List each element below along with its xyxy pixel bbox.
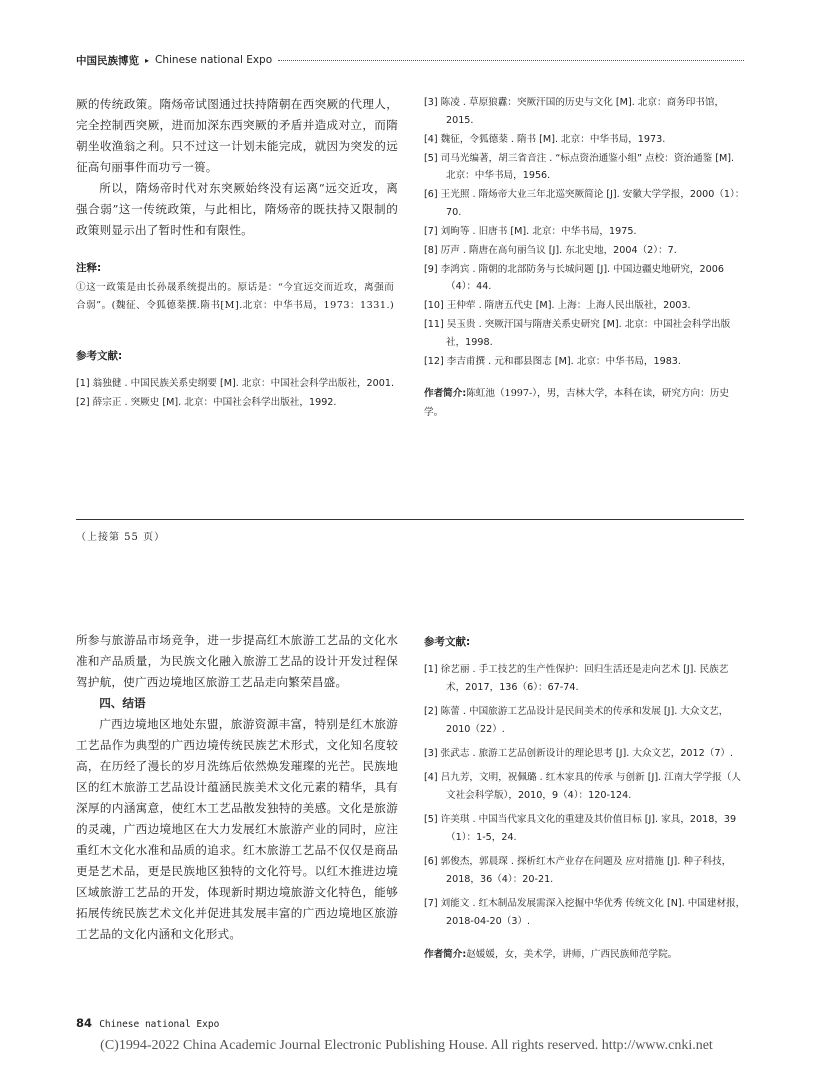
page-number: 84 bbox=[76, 1016, 93, 1030]
reference-list bbox=[424, 661, 746, 931]
reference-item: [3] 陈凌 . 草原狼纛：突厥汗国的历史与文化 [M]. 北京：商务印书馆，2015. bbox=[424, 97, 725, 126]
journal-name-zh: 中国民族博览 bbox=[76, 54, 139, 67]
body-paragraph: 广西边境地区地处东盟，旅游资源丰富，特别是红木旅游工艺品作为典型的广西边境传统民族艺术形式，文化知名度较高，在历经了漫长的岁月洗练后依然焕发璀璨的光芒。民族地区的红木旅游工艺品设计蕴涵民族美术文化元素的精华，具有深厚的内涵寓意，使红木工艺品散发独特的美感。文化是旅游的灵魂，广西边境地区在大力发展红木旅游产业的同时，应注重红木文化水准和品质的追求。红木旅游工艺品不仅仅是商品更是艺术品，更是民族地区独特的文化符号。以红木推进边境区域旅游工艺品的开发，体现新时期边境旅游文化特色，能够拓展传统民族艺术文化并促进其发展丰富的广西边境地区旅游工艺品的文化内涵和文化形式。 bbox=[76, 717, 398, 941]
footer-magazine-name: Chinese national Expo bbox=[99, 1019, 220, 1030]
bottom-right-column bbox=[424, 634, 746, 964]
reference-item: [1] 翁独健 . 中国民族关系史纲要 [M]. 北京：中国社会科学出版社，2001. bbox=[76, 378, 395, 389]
top-left-column bbox=[76, 94, 398, 413]
reference-item: [8] 厉声 . 隋唐在高句丽刍议 [J]. 东北史地，2004（2）：7. bbox=[424, 244, 677, 256]
reference-item: [4] 魏征，令狐德棻 . 隋书 [M]. 北京：中华书局，1973. bbox=[424, 133, 666, 145]
copyright-watermark: (C)1994-2022 China Academic Journal Electronic Publishing House. All rights reserved. http://www.cnki.net bbox=[100, 1038, 713, 1053]
journal-name-en: Chinese national Expo bbox=[155, 54, 273, 66]
top-right-column bbox=[424, 94, 746, 422]
reference-item: [2] 薛宗正 . 突厥史 [M]. 北京：中国社会科学出版社，1992. bbox=[76, 397, 337, 408]
reference-item: [1] 徐艺丽 . 手工技艺的生产性保护：回归生活还是走向艺术 [J]. 民族艺术，2017，136（6）：67-74. bbox=[424, 664, 729, 693]
reference-item: [6] 王光照 . 隋炀帝大业三年北巡突厥简论 [J]. 安徽大学学报，2000（1）：70. bbox=[424, 189, 745, 218]
section-heading: 四、结语 bbox=[99, 696, 146, 710]
reference-item: [12] 李吉甫撰 . 元和郡县图志 [M]. 北京：中华书局，1983. bbox=[424, 355, 681, 367]
reference-item: [6] 郭俊杰，郭晨琛 . 探析红木产业存在问题及 应对措施 [J]. 种子科技，2018，36（4）：20-21. bbox=[424, 856, 732, 885]
body-paragraph: 所以，隋炀帝时代对东突厥始终没有运离“远交近攻，离强合弱”这一传统政策，与此相比，隋炀帝的既扶持又限制的政策则显示出了暂时性和有限性。 bbox=[76, 181, 398, 237]
reference-list bbox=[424, 94, 746, 370]
reference-item: [5] 司马光编著，胡三省音注 . “标点资治通鉴小组” 点校：资治通鉴 [M]. 北京：中华书局，1956. bbox=[424, 152, 735, 181]
reference-item: [7] 刘能文 . 红木制品发展需深入挖掘中华优秀 传统文化 [N]. 中国建材报，2018-04-20（3）. bbox=[424, 898, 746, 927]
author-bio-text: 赵媛媛，女，美术学，讲师，广西民族师范学院。 bbox=[466, 949, 678, 960]
author-bio-label: 作者简介: bbox=[424, 949, 467, 960]
notes-heading: 注释: bbox=[76, 262, 102, 274]
reference-item: [7] 刘昫等 . 旧唐书 [M]. 北京：中华书局，1975. bbox=[424, 225, 637, 237]
reference-item: [3] 张武志 . 旅游工艺品创新设计的理论思考 [J]. 大众文艺，2012（7）. bbox=[424, 748, 734, 759]
bottom-left-column bbox=[76, 630, 398, 945]
references-heading: 参考文献: bbox=[424, 636, 471, 648]
references-heading: 参考文献: bbox=[76, 350, 123, 362]
reference-item: [2] 陈蕾 . 中国旅游工艺品设计是民间美术的传承和发展 [J]. 大众文艺，2010（22）. bbox=[424, 706, 729, 735]
author-bio-text: 陈虹池（1997-），男，吉林大学，本科在读，研究方向：历史学。 bbox=[424, 388, 729, 418]
footnote-text: ①这一政策是由长孙晟系统提出的。原话是：“今宜远交而近攻，离强而合弱”。(魏征、令狐德棻撰.隋书[M].北京：中华书局，1973：1331.) bbox=[76, 282, 395, 311]
page-footer bbox=[76, 1016, 219, 1030]
reference-item: [11] 吴玉贵 . 突厥汗国与隋唐关系史研究 [M]. 北京：中国社会科学出版社，1998. bbox=[424, 319, 731, 348]
continued-note: （上接第 55 页） bbox=[76, 532, 166, 543]
body-paragraph: 厥的传统政策。隋炀帝试图通过扶持隋朝在西突厥的代理人，完全控制西突厥，进而加深东西突厥的矛盾并造成对立，而隋朝坐收渔翁之利。只不过这一计划未能完成，就因为突发的远征高句丽事件而功亏一篑。 bbox=[76, 97, 398, 174]
reference-item: [9] 李鸿宾 . 隋朝的北部防务与长城问题 [J]. 中国边疆史地研究，2006（4）：44. bbox=[424, 263, 724, 292]
body-paragraph: 所参与旅游品市场竞争，进一步提高红木旅游工艺品的文化水准和产品质量，为民族文化融入旅游工艺品的设计开发过程保驾护航，使广西边境地区旅游工艺品走向繁荣昌盛。 bbox=[76, 633, 398, 689]
reference-item: [4] 吕九芳，文明，祝佩璐 . 红木家具的传承 与创新 [J]. 江南大学学报（人文社会科学版），2010，9（4）：120-124. bbox=[424, 772, 741, 801]
running-header bbox=[76, 52, 744, 68]
triangle-marker-icon: ▸ bbox=[145, 55, 150, 65]
author-bio-label: 作者简介: bbox=[424, 388, 467, 399]
header-dotted-rule bbox=[278, 60, 744, 61]
reference-item: [5] 许美琪 . 中国当代家具文化的重建及其价值目标 [J]. 家具，2018，39（1）：1-5，24. bbox=[424, 814, 737, 843]
author-bio bbox=[424, 384, 746, 422]
article-divider bbox=[76, 519, 744, 520]
reference-item: [10] 王仲荦 . 隋唐五代史 [M]. 上海：上海人民出版社，2003. bbox=[424, 300, 691, 311]
author-bio bbox=[424, 945, 746, 964]
reference-list bbox=[76, 375, 398, 412]
